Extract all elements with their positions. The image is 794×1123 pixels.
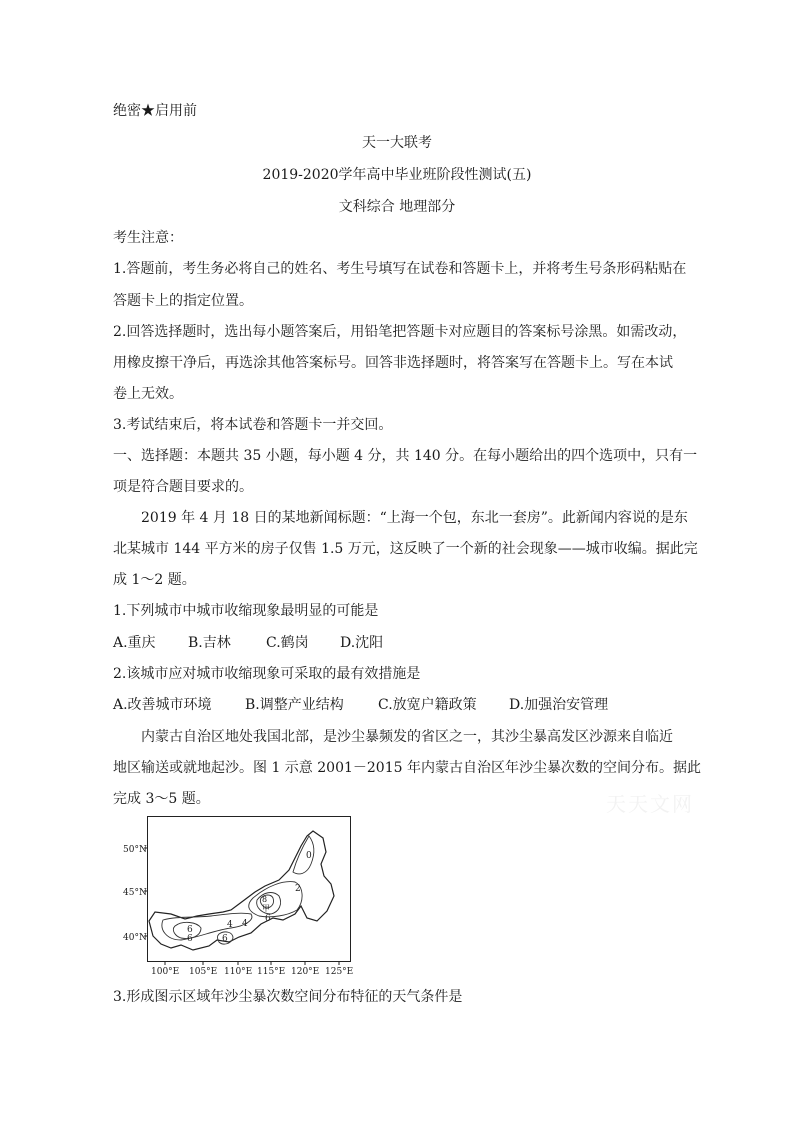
exam-org: 天一大联考	[362, 135, 432, 151]
notice-heading: 考生注意：	[113, 230, 183, 246]
passage-1-line-1: 2019 年 4 月 18 日的某地新闻标题：“上海一个包，东北一套房”。此新闻内容说的是东	[141, 510, 688, 526]
q1-option-d: D.沈阳	[340, 635, 384, 651]
lon-label-110: 110°E	[224, 967, 253, 977]
lat-label-40: 40°N	[123, 933, 147, 943]
question-1-options	[113, 633, 383, 653]
contour-label-8: 8	[262, 895, 268, 904]
passage-1-line-2: 北某城市 144 平方米的房子仅售 1.5 万元，这反映了一个新的社会现象——城市收编。据此完	[113, 541, 698, 557]
lat-label-45: 45°N	[123, 888, 147, 898]
notice-2-line-3: 卷上无效。	[113, 386, 183, 402]
lon-label-100: 100°E	[151, 967, 180, 977]
notice-2-line-1: 2.回答选择题时，选出每小题答案后，用铅笔把答题卡对应题目的答案标号涂黑。如需改动，	[113, 324, 687, 340]
notice-1-line-1: 1.答题前，考生务必将自己的姓名、考生号填写在试卷和答题卡上，并将考生号条形码粘贴在	[113, 261, 687, 277]
contour-label-6-south: 6	[222, 934, 228, 944]
q1-option-b: B.吉林	[188, 635, 231, 651]
passage-2-line-1: 内蒙古自治区地处我国北部，是沙尘暴频发的省区之一，其沙尘暴高发区沙源来自临近	[141, 729, 673, 745]
lat-label-50: 50°N	[123, 845, 147, 855]
notice-2-line-2: 用橡皮擦干净后，再选涂其他答案标号。回答非选择题时，将答案写在答题卡上。写在本试	[113, 355, 673, 371]
contour-label-jia: 甲	[262, 904, 270, 913]
contour-4	[162, 913, 252, 940]
lon-label-125: 125°E	[325, 967, 354, 977]
contour-label-6-west-2: 6	[187, 934, 193, 944]
notice-3: 3.考试结束后，将本试卷和答题卡一并交回。	[113, 417, 393, 433]
q2-option-a: A.改善城市环境	[113, 697, 212, 713]
region-outline	[149, 831, 334, 950]
passage-2-line-3: 完成 3～5 题。	[113, 791, 210, 807]
exam-subject: 文科综合 地理部分	[338, 199, 456, 215]
q2-option-c: C.放宽户籍政策	[378, 697, 477, 713]
lon-label-105: 105°E	[189, 967, 218, 977]
contour-label-6-east: 6	[265, 914, 271, 924]
question-2-options	[113, 695, 608, 715]
lon-label-115: 115°E	[257, 967, 286, 977]
contour-label-4-east: 4	[242, 919, 248, 929]
exam-title: 2019-2020学年高中毕业班阶段性测试(五)	[262, 167, 532, 183]
watermark: 天天文网	[606, 792, 694, 816]
passage-1-line-3: 成 1～2 题。	[113, 572, 196, 588]
q2-option-b: B.调整产业结构	[245, 697, 344, 713]
q1-option-a: A.重庆	[113, 635, 156, 651]
question-2-stem: 2.该城市应对城市收缩现象可采取的最有效措施是	[113, 666, 421, 682]
contour-label-4-mid: 4	[227, 920, 233, 930]
question-3-stem: 3.形成图示区域年沙尘暴次数空间分布特征的天气条件是	[113, 989, 463, 1005]
inner-mongolia-dust-storm-map	[123, 816, 357, 977]
contour-label-0: 0	[306, 851, 312, 861]
question-1-stem: 1.下列城市中城市收缩现象最明显的可能是	[113, 603, 379, 619]
lon-label-120: 120°E	[291, 967, 320, 977]
section-1-line-1: 一、选择题：本题共 35 小题，每小题 4 分，共 140 分。在每小题给出的四个选项中，只有一	[113, 448, 698, 464]
q1-option-c: C.鹤岗	[266, 635, 309, 651]
contour-label-2: 2	[295, 884, 301, 894]
passage-2-line-2: 地区输送或就地起沙。图 1 示意 2001－2015 年内蒙古自治区年沙尘暴次数的空间分布。据此	[113, 760, 701, 776]
secret-label: 绝密★启用前	[113, 103, 197, 119]
notice-1-line-2: 答题卡上的指定位置。	[113, 293, 253, 309]
q2-option-d: D.加强治安管理	[509, 697, 609, 713]
contour-label-6-west: 6	[187, 925, 193, 935]
section-1-line-2: 项是符合题目要求的。	[113, 479, 253, 495]
